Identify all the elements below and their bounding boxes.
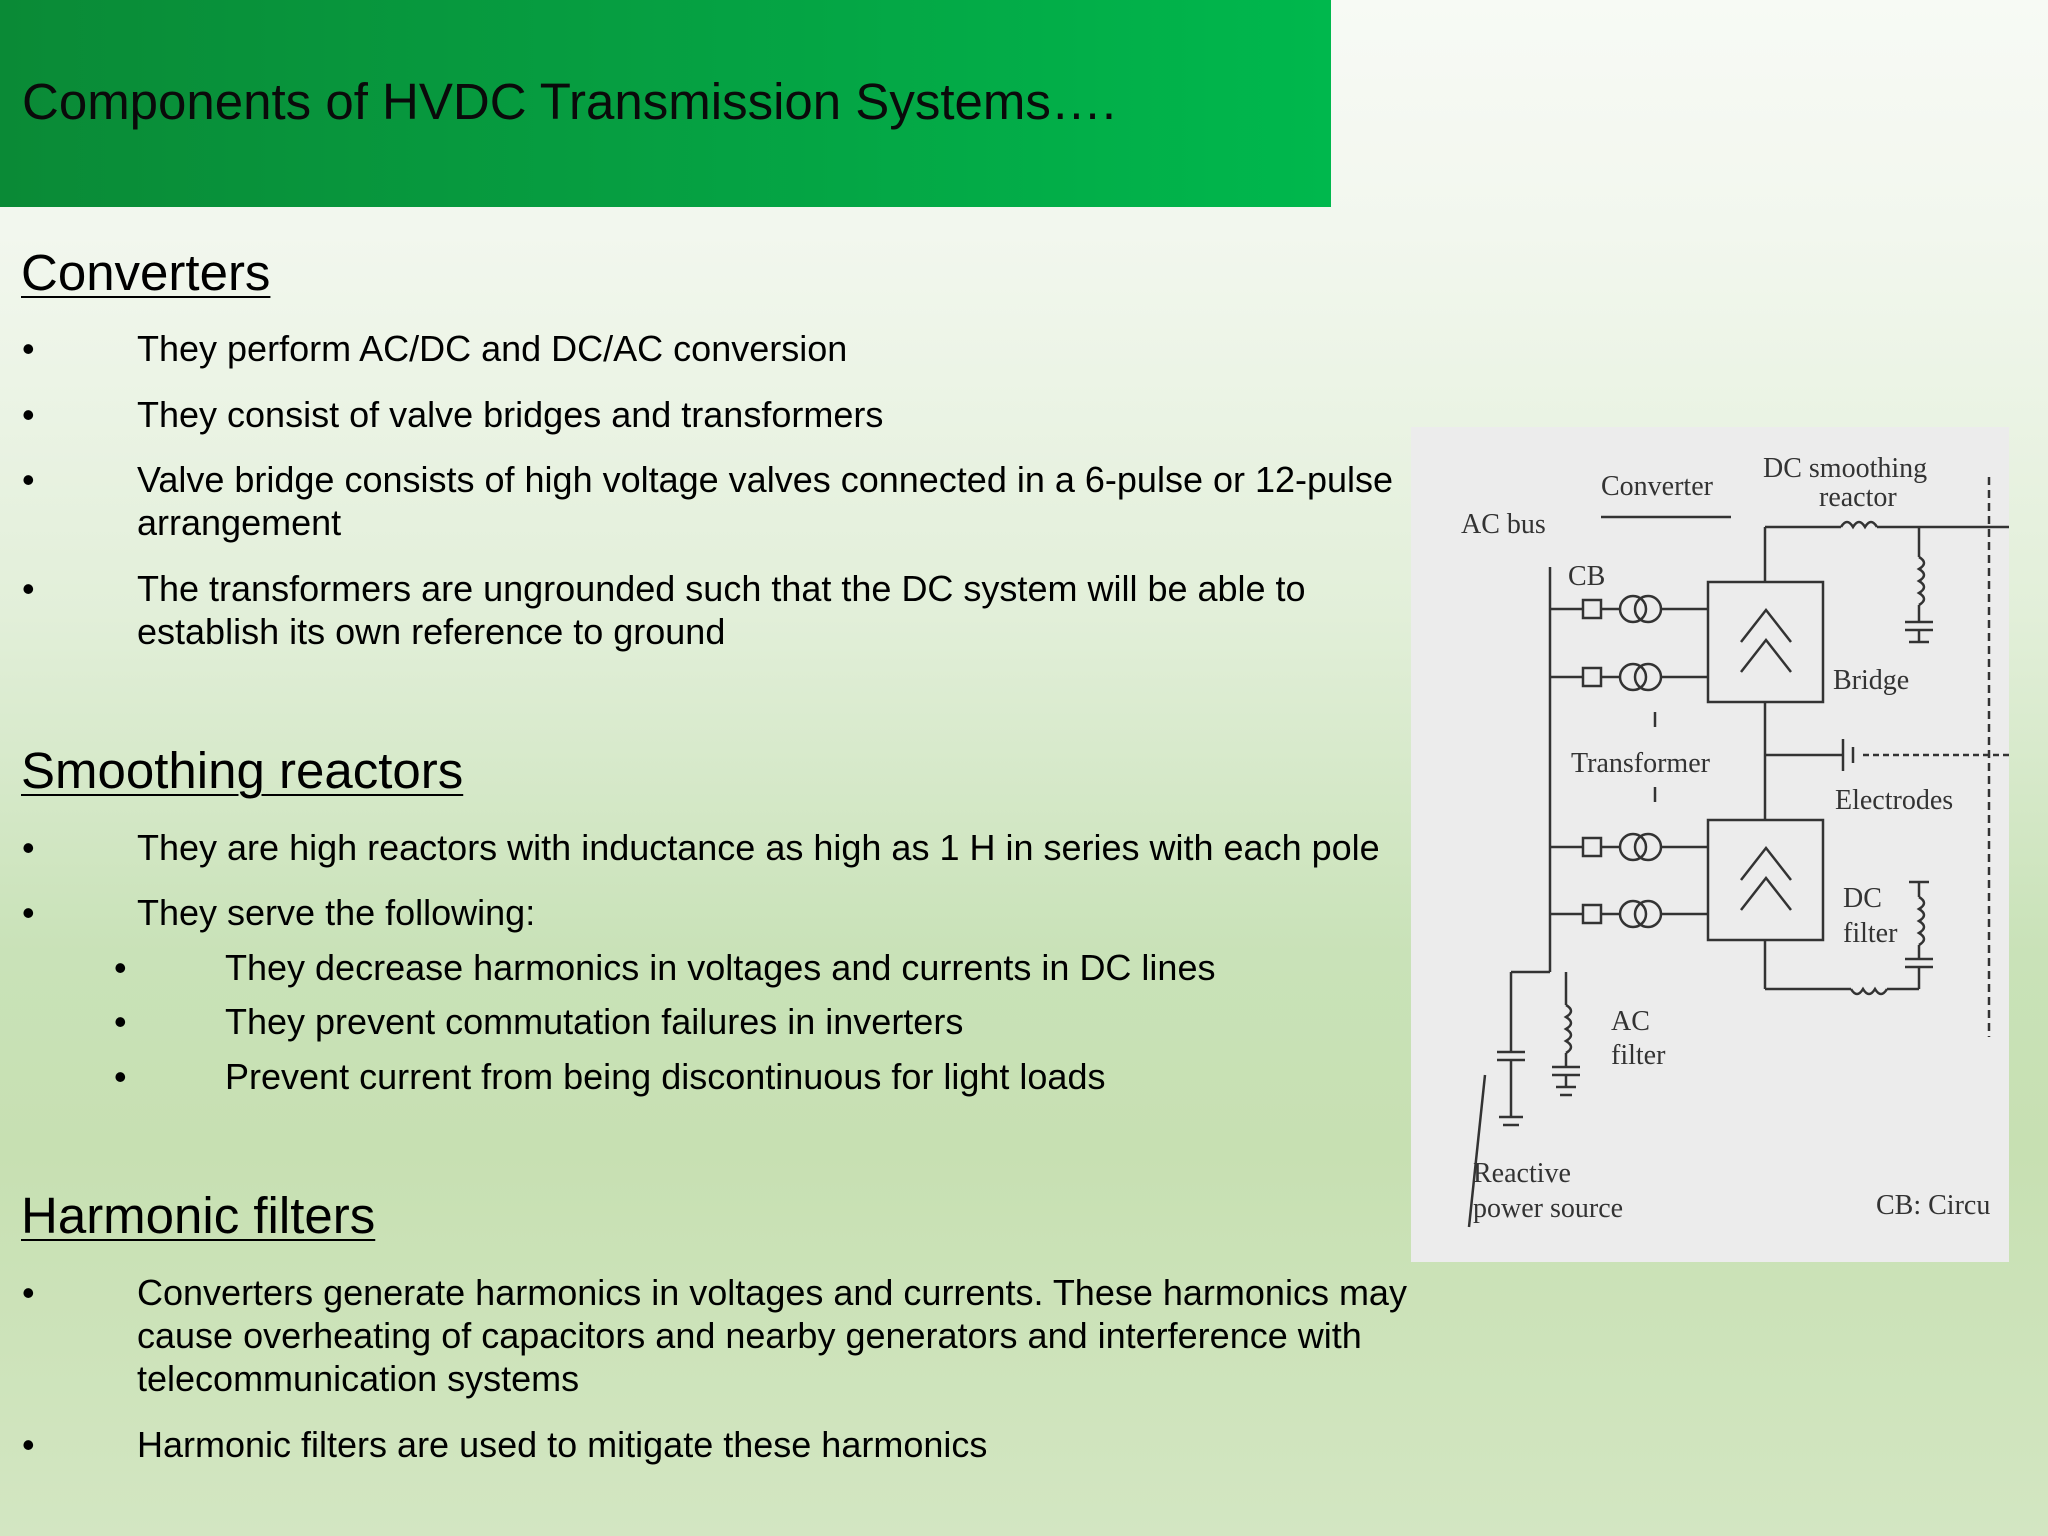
- bullet-text-continued: arrangement: [137, 502, 342, 543]
- bullet-text: They decrease harmonics in voltages and currents in DC lines: [225, 947, 1216, 988]
- section-heading-harmonic-filters: Harmonic filters: [21, 1187, 376, 1244]
- section-heading-converters: Converters: [21, 244, 271, 301]
- bullet-text-continued: cause overheating of capacitors and nearby generators and interference with: [137, 1315, 1362, 1356]
- bullet-dot: •: [114, 1001, 127, 1042]
- bullet-text: Prevent current from being discontinuous for light loads: [225, 1056, 1106, 1097]
- bullet-dot: •: [22, 459, 35, 500]
- diagram-label-ac-bus: AC bus: [1461, 509, 1546, 540]
- bullet-dot: •: [114, 947, 127, 988]
- diagram-label-cb-note: CB: Circu: [1876, 1190, 1991, 1221]
- bullet-dot: •: [114, 1056, 127, 1097]
- hvdc-diagram-svg: [1411, 427, 2009, 1262]
- diagram-label-dc: DC: [1843, 883, 1882, 914]
- diagram-label-reactor: reactor: [1819, 482, 1897, 513]
- bullet-text: Valve bridge consists of high voltage valves connected in a 6-pulse or 12-pulse: [137, 459, 1394, 500]
- diagram-label-converter: Converter: [1601, 471, 1713, 502]
- diagram-label-ac: AC: [1611, 1006, 1650, 1037]
- diagram-label-electrodes: Electrodes: [1835, 785, 1954, 816]
- diagram-label-bridge: Bridge: [1833, 665, 1910, 696]
- section-heading-smoothing-reactors: Smoothing reactors: [21, 742, 464, 799]
- bullet-dot: •: [22, 827, 35, 868]
- diagram-label-power-source: power source: [1473, 1193, 1624, 1224]
- bullet-text: They consist of valve bridges and transformers: [137, 394, 884, 435]
- bullet-dot: •: [22, 892, 35, 933]
- bullet-text: They serve the following:: [137, 892, 536, 933]
- title-bar: [0, 0, 1331, 207]
- bullet-text: They are high reactors with inductance as high as 1 H in series with each pole: [137, 827, 1380, 868]
- diagram-label-ac-filter: filter: [1611, 1040, 1666, 1071]
- diagram-label-cb: CB: [1568, 561, 1606, 592]
- hvdc-diagram: [1411, 427, 2009, 1262]
- bullet-text-continued: telecommunication systems: [137, 1358, 580, 1399]
- diagram-label-dc-smoothing: DC smoothing: [1763, 453, 1928, 484]
- bullet-dot: •: [22, 1424, 35, 1465]
- bullet-dot: •: [22, 568, 35, 609]
- bullet-text: The transformers are ungrounded such that the DC system will be able to: [137, 568, 1306, 609]
- bullet-dot: •: [22, 1272, 35, 1313]
- bullet-dot: •: [22, 328, 35, 369]
- bullet-dot: •: [22, 394, 35, 435]
- bullet-text: Harmonic filters are used to mitigate these harmonics: [137, 1424, 988, 1465]
- page-title: Components of HVDC Transmission Systems….: [22, 73, 1117, 130]
- diagram-label-dc-filter: filter: [1843, 918, 1898, 949]
- bullet-text-continued: establish its own reference to ground: [137, 611, 726, 652]
- diagram-label-reactive: Reactive: [1473, 1158, 1571, 1189]
- bullet-text: They prevent commutation failures in inverters: [225, 1001, 964, 1042]
- diagram-label-transformer: Transformer: [1571, 748, 1710, 779]
- bullet-text: Converters generate harmonics in voltages and currents. These harmonics may: [137, 1272, 1407, 1313]
- bullet-text: They perform AC/DC and DC/AC conversion: [137, 328, 848, 369]
